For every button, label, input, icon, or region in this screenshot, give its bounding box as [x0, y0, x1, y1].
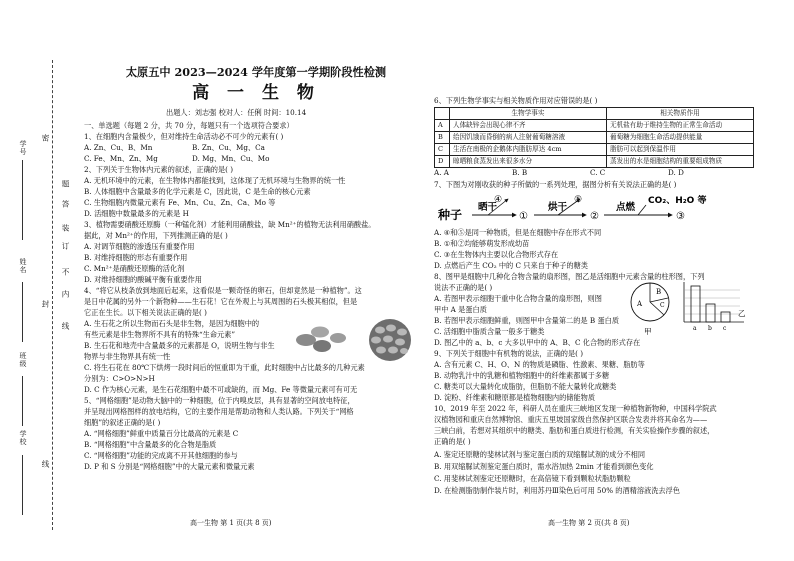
seal-char-1: 密	[41, 134, 50, 142]
table-cell: 无机盐有助于维持生物的正常生命活动	[607, 120, 754, 132]
name-label: 姓名	[19, 258, 27, 274]
table-cell: 葡萄糖为细胞生命活动提供能量	[607, 132, 754, 144]
fig-label-yi: 乙	[738, 309, 746, 318]
table-cell: 蒸发出的水是细胞结构的重要组成物质	[607, 156, 754, 168]
q3-option-d: D. 对维持细胞的酸碱平衡有重要作用	[84, 275, 202, 284]
q4-option-b2: 物界与非生物界具有统一性	[84, 352, 171, 361]
q6-stem: 6、下列生物学事实与相关物质作用对应错误的是( )	[434, 96, 598, 105]
lithops-photo	[292, 318, 422, 362]
footer-right: 高一生物 第 2 页(共 8 页)	[548, 519, 630, 527]
school-title: 太原五中 2023—2024 学年度第一学期阶段性检测	[125, 65, 387, 79]
q10-stem-line2: 汉植物园和重庆自然博物馆、重庆五里坡国家级自然保护区联合发表并将其命名为——	[434, 415, 708, 424]
subject-title: 高 一 生 物	[192, 83, 320, 103]
q2-option-b: B. 人体细胞中含量最多的化学元素是 C，因此说，C 是生命的核心元素	[84, 187, 311, 196]
bar-chart-yi	[684, 282, 746, 332]
q3-option-b: B. 对维持细胞的形态有重要作用	[84, 253, 188, 262]
diagram-n5: ⑤	[574, 195, 583, 205]
q8-figure	[628, 276, 754, 338]
bar-a	[691, 286, 700, 322]
q4-stem-line2: 是日中花属的另外一个新物种——生石花！它在外观上与其周围的石头极其相似，但是	[84, 297, 358, 306]
q2-option-c: C. 生物细胞内微量元素有 Fe、Mn、Cu、Zn、Ca、Mo 等	[84, 198, 276, 207]
q3-option-a: A. 对调节细胞的渗透压有重要作用	[84, 242, 195, 251]
q8-option-a1: A. 若图甲表示细胞干重中化合物含量的扇形图，则图	[434, 294, 602, 303]
seal-char-3: 线	[41, 460, 50, 468]
bar-label-b: b	[708, 325, 712, 332]
table-row	[435, 156, 754, 168]
q3-stem-line1: 3、植物需要硝酸还原酶（一种锰化剂）才能利用硝酸盐，缺 Mn²⁺的植物无法利用硝酸盐。	[84, 220, 376, 229]
table-row	[435, 144, 754, 156]
no-answer-char-1: 装	[61, 224, 70, 232]
q10-stem-line1: 10、2019 年至 2022 年，科研人员在重庆三峡地区发现一种植物新物种，中国科学院武	[434, 404, 717, 413]
q4-option-c2: 分别为：C>O>N>H	[84, 374, 155, 383]
pie-label-a: A	[637, 300, 643, 308]
seed-process-diagram	[434, 193, 754, 227]
no-answer-char-4: 内	[61, 290, 70, 298]
q1-option-b: B. Zn、Cu、Mg、Ca	[192, 143, 265, 152]
q8-option-c: C. 活细胞中脂质含量一般多于糖类	[434, 327, 545, 336]
pie-chart-jia	[631, 283, 669, 336]
arrow-branch-3	[638, 205, 646, 215]
no-answer-char-3: 线	[61, 322, 70, 330]
no-answer-char-2: 订	[61, 242, 70, 250]
pie-label-b: B	[656, 288, 662, 296]
q8-stem-line2: 说法不正确的是( )	[434, 283, 493, 292]
q2-option-a: A. 无机环境中的元素，在生物体内都能找到，这体现了无机环境与生物界的统一性	[84, 176, 346, 185]
q7-stem: 7、下图为对刚收获的种子所做的一系列处理，据图分析有关说法正确的是( )	[434, 180, 677, 189]
q4-option-a1: A. 生石花之所以生物而石头是非生物，是因为细胞中的	[84, 319, 260, 328]
student-id-label: 学号	[19, 140, 27, 156]
q5-option-a: A. “网格细胞”鲜重中质量百分比最高的元素是 C	[84, 429, 239, 438]
q2-stem: 2、下列关于生物体内元素的叙述，正确的是( )	[84, 165, 234, 174]
bar-c	[721, 312, 730, 322]
q8-stem-line1: 8、图甲是细胞中几种化合物含量的扇形图，图乙是活细胞中元素含量的柱形图，下列	[434, 272, 705, 281]
q10-option-c: C. 用斐林试剂鉴定还原糖时，在高倍镜下看到颗粒状脂肪颗粒	[434, 474, 631, 483]
table-cell: A	[435, 120, 450, 132]
q1-option-a: A. Zn、Cu、B、Mn	[84, 143, 153, 152]
school-label: 学校	[19, 430, 27, 446]
q10-stem-line4: 正确的是( )	[434, 437, 471, 446]
diagram-seed: 种子	[438, 208, 463, 222]
q4-option-c1: C. 将生石花在 80℃下烘烤一段时间后的恒重即为干重，此时细胞中占比最多的几种元素	[84, 363, 365, 372]
diagram-n1: ①	[519, 211, 528, 222]
seal-char-2: 封	[41, 300, 50, 308]
footer-left: 高一生物 第 1 页(共 8 页)	[190, 519, 272, 527]
q5-stem-line2: 并呈现出网格图样的放电结构，它的主要作用是帮助动物和人类认路。下列关于“网格	[84, 407, 354, 416]
table-cell: 生物学事实	[450, 108, 607, 120]
q9-option-c: C. 糖类可以大量转化成脂肪，但脂肪不能大量转化成糖类	[434, 382, 617, 391]
q8-option-a2: 甲中 A 是蛋白质	[434, 305, 487, 314]
table-cell: D	[435, 156, 450, 168]
q6-option-a: A. A	[434, 168, 449, 177]
diagram-n2: ②	[590, 211, 599, 222]
table-cell: C	[435, 144, 450, 156]
q7-option-b: B. ①和②均能够萌发形成幼苗	[434, 239, 530, 248]
q7-option-a: A. ④和⑤是同一种物质，但是在细胞中存在形式不同	[434, 228, 602, 237]
table-cell: 人体缺锌会出现心律不齐	[450, 120, 607, 132]
q4-stem-line1: 4、“将它从枝条放到地面后起来，这看似是一颗奇怪的卵石，但却竟然是一种植物”。这	[84, 286, 362, 295]
q1-option-d: D. Mg、Mn、Cu、Mo	[192, 154, 270, 163]
q2-option-d: D. 活细胞中数量最多的元素是 H	[84, 209, 189, 218]
class-label: 班级	[19, 352, 27, 368]
q10-option-b: B. 用双缩脲试剂鉴定蛋白质时，需水浴加热 2min 才能看到颜色变化	[434, 462, 654, 471]
q3-stem-line2: 据此，对 Mn²⁺的作用，下列推测正确的是( )	[84, 231, 228, 240]
student-id-line	[22, 160, 23, 240]
table-cell: 生活在南极的企鹅体内脂肪厚达 4cm	[450, 144, 607, 156]
bar-label-c: c	[723, 325, 727, 332]
q9-option-d: D. 淀粉、纤维素和糖原都是植物细胞内的储能物质	[434, 393, 596, 402]
table-cell	[435, 108, 450, 120]
q6-option-d: D. D	[668, 168, 684, 177]
diagram-n3: ③	[676, 211, 685, 222]
q5-option-b: B. “网格细胞”中含量最多的化合物是脂质	[84, 440, 217, 449]
table-cell: 相关物质作用	[607, 108, 754, 120]
q5-option-c: C. “网格细胞”功能的完成离不开其他细胞的参与	[84, 451, 238, 460]
exam-meta: 出题人：刘志强 校对人：任俐 时间：10.14	[166, 108, 307, 117]
q3-option-c: C. Mn²⁺是硝酸还原酶的活化剂	[84, 264, 185, 273]
no-answer-char-8: 题	[61, 180, 70, 188]
q10-stem-line3: 三峡白前，若想对其组织中的糖类、脂肪和蛋白质进行检测，有关实验操作步骤的叙述，	[434, 426, 715, 435]
no-answer-char-5: 不	[61, 268, 70, 276]
q4-option-a2: 有些元素是非生物界所不具有的特殊“生命元素”	[84, 330, 236, 339]
no-answer-char-7: 答	[61, 200, 70, 208]
table-row	[435, 108, 754, 120]
diagram-dry: 晒干	[478, 202, 498, 213]
q10-option-d: D. 在检测脂肪制作装片时，利用苏丹Ⅲ染色后可用 50% 的酒精溶液洗去浮色	[434, 486, 680, 495]
diagram-product: CO₂、H₂O 等	[648, 196, 707, 206]
q9-option-b: B. 动物乳汁中的乳糖和植物细胞中的纤维素都属于多糖	[434, 371, 610, 380]
bar-label-a: a	[693, 325, 697, 332]
table-cell: 晾晒粮食蒸发出来很多水分	[450, 156, 607, 168]
pie-label-c: C	[660, 302, 665, 309]
bar-b	[706, 304, 715, 322]
school-line	[22, 455, 23, 515]
class-line	[22, 376, 23, 426]
q9-option-a: A. 含有元素 C、H、O、N 的物质是磷脂、性激素、果糖、脂肪等	[434, 360, 645, 369]
table-cell: 脂肪可以起到保温作用	[607, 144, 754, 156]
diagram-burn: 点燃	[616, 202, 636, 213]
binding-margin	[0, 0, 70, 561]
name-line	[22, 282, 23, 342]
table-row	[435, 132, 754, 144]
fig-label-jia: 甲	[644, 327, 652, 336]
q4-option-b1: B. 生石花和地壳中含量最多的元素都是 O，说明生物与非生	[84, 341, 275, 350]
q6-table	[434, 107, 754, 168]
q7-option-c: C. ③在生物体内主要以化合物形式存在	[434, 250, 559, 259]
table-cell: B	[435, 132, 450, 144]
q5-option-d: D. P 和 S 分别是“网格细胞”中的大量元素和微量元素	[84, 462, 255, 471]
q6-option-c: C. C	[590, 168, 606, 177]
q8-option-d: D. 图乙中的 a、b、c 大多以甲中的 A、B、C 化合物的形式存在	[434, 338, 641, 347]
section1-title: 一、单选题（每题 2 分，共 70 分，每题只有一个选项符合要求）	[84, 121, 294, 130]
table-row	[435, 120, 754, 132]
q5-stem-line3: 细胞”的叙述正确的是( )	[84, 418, 161, 427]
table-cell: 给因饥饿而昏倒的病人注射葡萄糖溶液	[450, 132, 607, 144]
q8-option-b: B. 若图甲表示细胞鲜重，则图甲中含量第二的是 B 蛋白质	[434, 316, 620, 325]
q1-stem: 1、在细胞内含量极少，但对维持生命活动必不可少的元素有( )	[84, 132, 284, 141]
q1-option-c: C. Fe、Mn、Zn、Mg	[84, 154, 158, 163]
q4-option-d: D. C 作为核心元素，是生石花细胞中最不可或缺的，而 Mg、Fe 等微量元素可有可无	[84, 385, 358, 394]
q10-option-a: A. 鉴定还原糖的斐林试剂与鉴定蛋白质的双缩脲试剂的成分不相同	[434, 450, 646, 459]
q5-stem-line1: 5、“网格细胞”是动物大脑中的一种细胞，位于内嗅皮层，具有显著的空间放电特征，	[84, 396, 355, 405]
diagram-n4: ④	[494, 195, 503, 205]
q4-stem-line3: 它正在生长。以下相关说法正确的是( )	[84, 308, 207, 317]
diagram-bake: 烘干	[548, 202, 568, 213]
q6-option-b: B. B	[512, 168, 528, 177]
q9-stem: 9、下列关于细胞中有机物的说法，正确的是( )	[434, 349, 584, 358]
q7-option-d: D. 点燃后产生 CO₂ 中的 C 只来自于种子的糖类	[434, 261, 588, 270]
seal-dashed-line	[52, 60, 53, 530]
